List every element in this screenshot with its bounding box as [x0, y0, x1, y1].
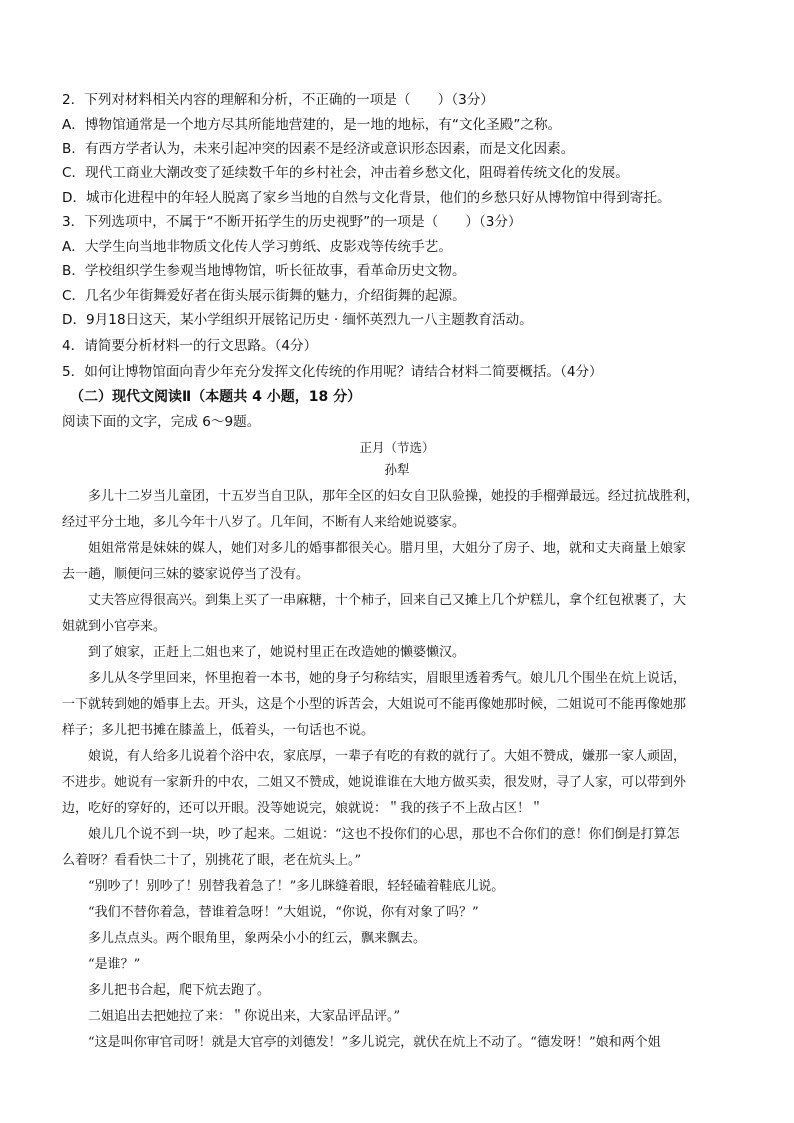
paragraph-line: 二姐追出去把她拉了来：＂你说出来，大家品评品评。” [62, 1009, 401, 1024]
paragraph-line: 多儿十二岁当儿童团，十五岁当自卫队，那年全区的妇女自卫队验操，她投的手榴弹最远。经过抗战胜利， [62, 489, 700, 504]
question-3-option-c: C．几名少年街舞爱好者在街头展示街舞的魅力，介绍街舞的起源。 [62, 288, 466, 304]
paragraph-line: 边，吃好的穿好的，还可以开眼。没等她说完，娘就说：＂我的孩子不上敌占区！＂ [62, 801, 544, 816]
question-4: 4．请简要分析材料一的行文思路。（4分） [62, 338, 318, 354]
paragraph-line: 姐姐常常是妹妹的媒人，她们对多儿的婚事都很关心。腊月里，大姐分了房子、地，就和丈夫商量上娘家 [62, 541, 687, 556]
question-2-option-b: B．有西方学者认为，未来引起冲突的因素不是经济或意识形态因素，而是文化因素。 [62, 141, 575, 157]
paragraph-line: 一下就转到她的婚事上去。开头，这是个小型的诉苦会，大姐说可不能再像她那时候，二姐说可不能再像她那 [62, 697, 687, 712]
article-paragraph [62, 926, 739, 952]
article-paragraph [62, 874, 739, 900]
article-paragraph [62, 536, 739, 588]
paragraph-line: 娘说，有人给多儿说着个浴中农，家底厚，一辈子有吃的有救的就行了。大姐不赞成，嫌那一家人顽固， [62, 749, 687, 764]
article-paragraph [62, 822, 739, 874]
article-paragraph [62, 744, 739, 822]
article-paragraph [62, 978, 739, 1004]
paragraph-line: 娘儿几个说不到一块，吵了起来。二姐说：“这也不投你们的心思，那也不合你们的意！你们倒是打算怎 [62, 827, 680, 842]
paragraph-line: “是谁？” [62, 957, 141, 972]
paragraph-line: “我们不替你着急，替谁着急呀！”大姐说，“你说，你有对象了吗？” [62, 905, 479, 920]
article-paragraph [62, 588, 739, 640]
paragraph-line: 丈夫答应得很高兴。到集上买了一串麻糖，十个柿子，回来自己又摊上几个炉糕儿，拿个红包袱裹了，大 [62, 593, 687, 608]
paragraph-line: 多儿点点头。两个眼角里，象两朵小小的红云，飘来飘去。 [62, 931, 427, 946]
question-3-stem: 3．下列选项中，不属于“不断开拓学生的历史视野”的一项是（ ）（3分） [62, 214, 522, 230]
question-2-stem: 2．下列对材料相关内容的理解和分析，不正确的一项是（ ）（3分） [62, 92, 494, 108]
article-paragraph [62, 952, 739, 978]
question-2-option-a: A．博物馆通常是一个地方尽其所能地营建的，是一地的地标，有“文化圣殿”之称。 [62, 117, 562, 133]
question-5: 5．如何让博物馆面向青少年充分发挥文化传统的作用呢？请结合材料二简要概括。（4分） [62, 364, 603, 380]
paragraph-line: 多儿从冬学里回来，怀里抱着一本书，她的身子匀称结实，眉眼里透着秀气。娘儿几个围坐在炕上说话， [62, 671, 687, 686]
paragraph-line: 不进步。她说有一家新升的中农，二姐又不赞成，她说谁谁在大地方做买卖，很发财，寻了人家，可以带到外 [62, 775, 687, 790]
paragraph-line: 么着呀？看看快二十了，别挑花了眼，老在炕头上。” [62, 853, 362, 868]
paragraph-line: “别吵了！别吵了！别替我着急了！”多儿眯缝着眼，轻轻磕着鞋底儿说。 [62, 879, 505, 894]
article-paragraph [62, 1030, 739, 1056]
article-paragraph [62, 666, 739, 744]
paragraph-line: 姐就到小官亭来。 [62, 619, 167, 634]
article-author: 孙犁 [384, 462, 410, 477]
question-2-option-d: D．城市化进程中的年轻人脱离了家乡当地的自然与文化背景，他们的乡愁只好从博物馆中得到寄托。 [62, 190, 671, 206]
article-paragraph [62, 900, 739, 926]
paragraph-line: 去一趟，顺便问三妹的婆家说停当了没有。 [62, 567, 310, 582]
article-paragraph [62, 640, 739, 666]
question-2-option-c: C．现代工商业大潮改变了延续数千年的乡村社会，冲击着乡愁文化，阻碍着传统文化的发展。 [62, 165, 629, 181]
paragraph-line: 到了娘家，正赶上二姐也来了，她说村里正在改造她的懒婆懒汉。 [62, 645, 466, 660]
section-instruction: 阅读下面的文字，完成 6～9题。 [62, 414, 261, 430]
article-body [62, 484, 739, 1056]
paragraph-line: “这是叫你审官司呀！就是大官亭的刘德发！”多儿说完，就伏在炕上不动了。“德发呀！”娘和两个姐 [62, 1035, 661, 1050]
article-paragraph [62, 1004, 739, 1030]
question-3-option-a: A．大学生向当地非物质文化传人学习剪纸、皮影戏等传统手艺。 [62, 239, 452, 255]
article-paragraph [62, 484, 739, 536]
question-3-option-d: D．9月18日这天，某小学组织开展铭记历史 · 缅怀英烈九一八主题教育活动。 [62, 312, 533, 328]
paragraph-line: 多儿把书合起，爬下炕去跑了。 [62, 983, 271, 998]
paragraph-line: 样子；多儿把书摊在膝盖上，低着头，一句话也不说。 [62, 723, 375, 738]
article-title: 正月（节选） [359, 440, 435, 455]
section-heading: （二）现代文阅读Ⅱ（本题共 4 小题，18 分） [70, 389, 362, 405]
paragraph-line: 经过平分土地，多儿今年十八岁了。几年间，不断有人来给她说婆家。 [62, 515, 466, 530]
question-3-option-b: B．学校组织学生参观当地博物馆，听长征故事，看革命历史文物。 [62, 263, 466, 279]
